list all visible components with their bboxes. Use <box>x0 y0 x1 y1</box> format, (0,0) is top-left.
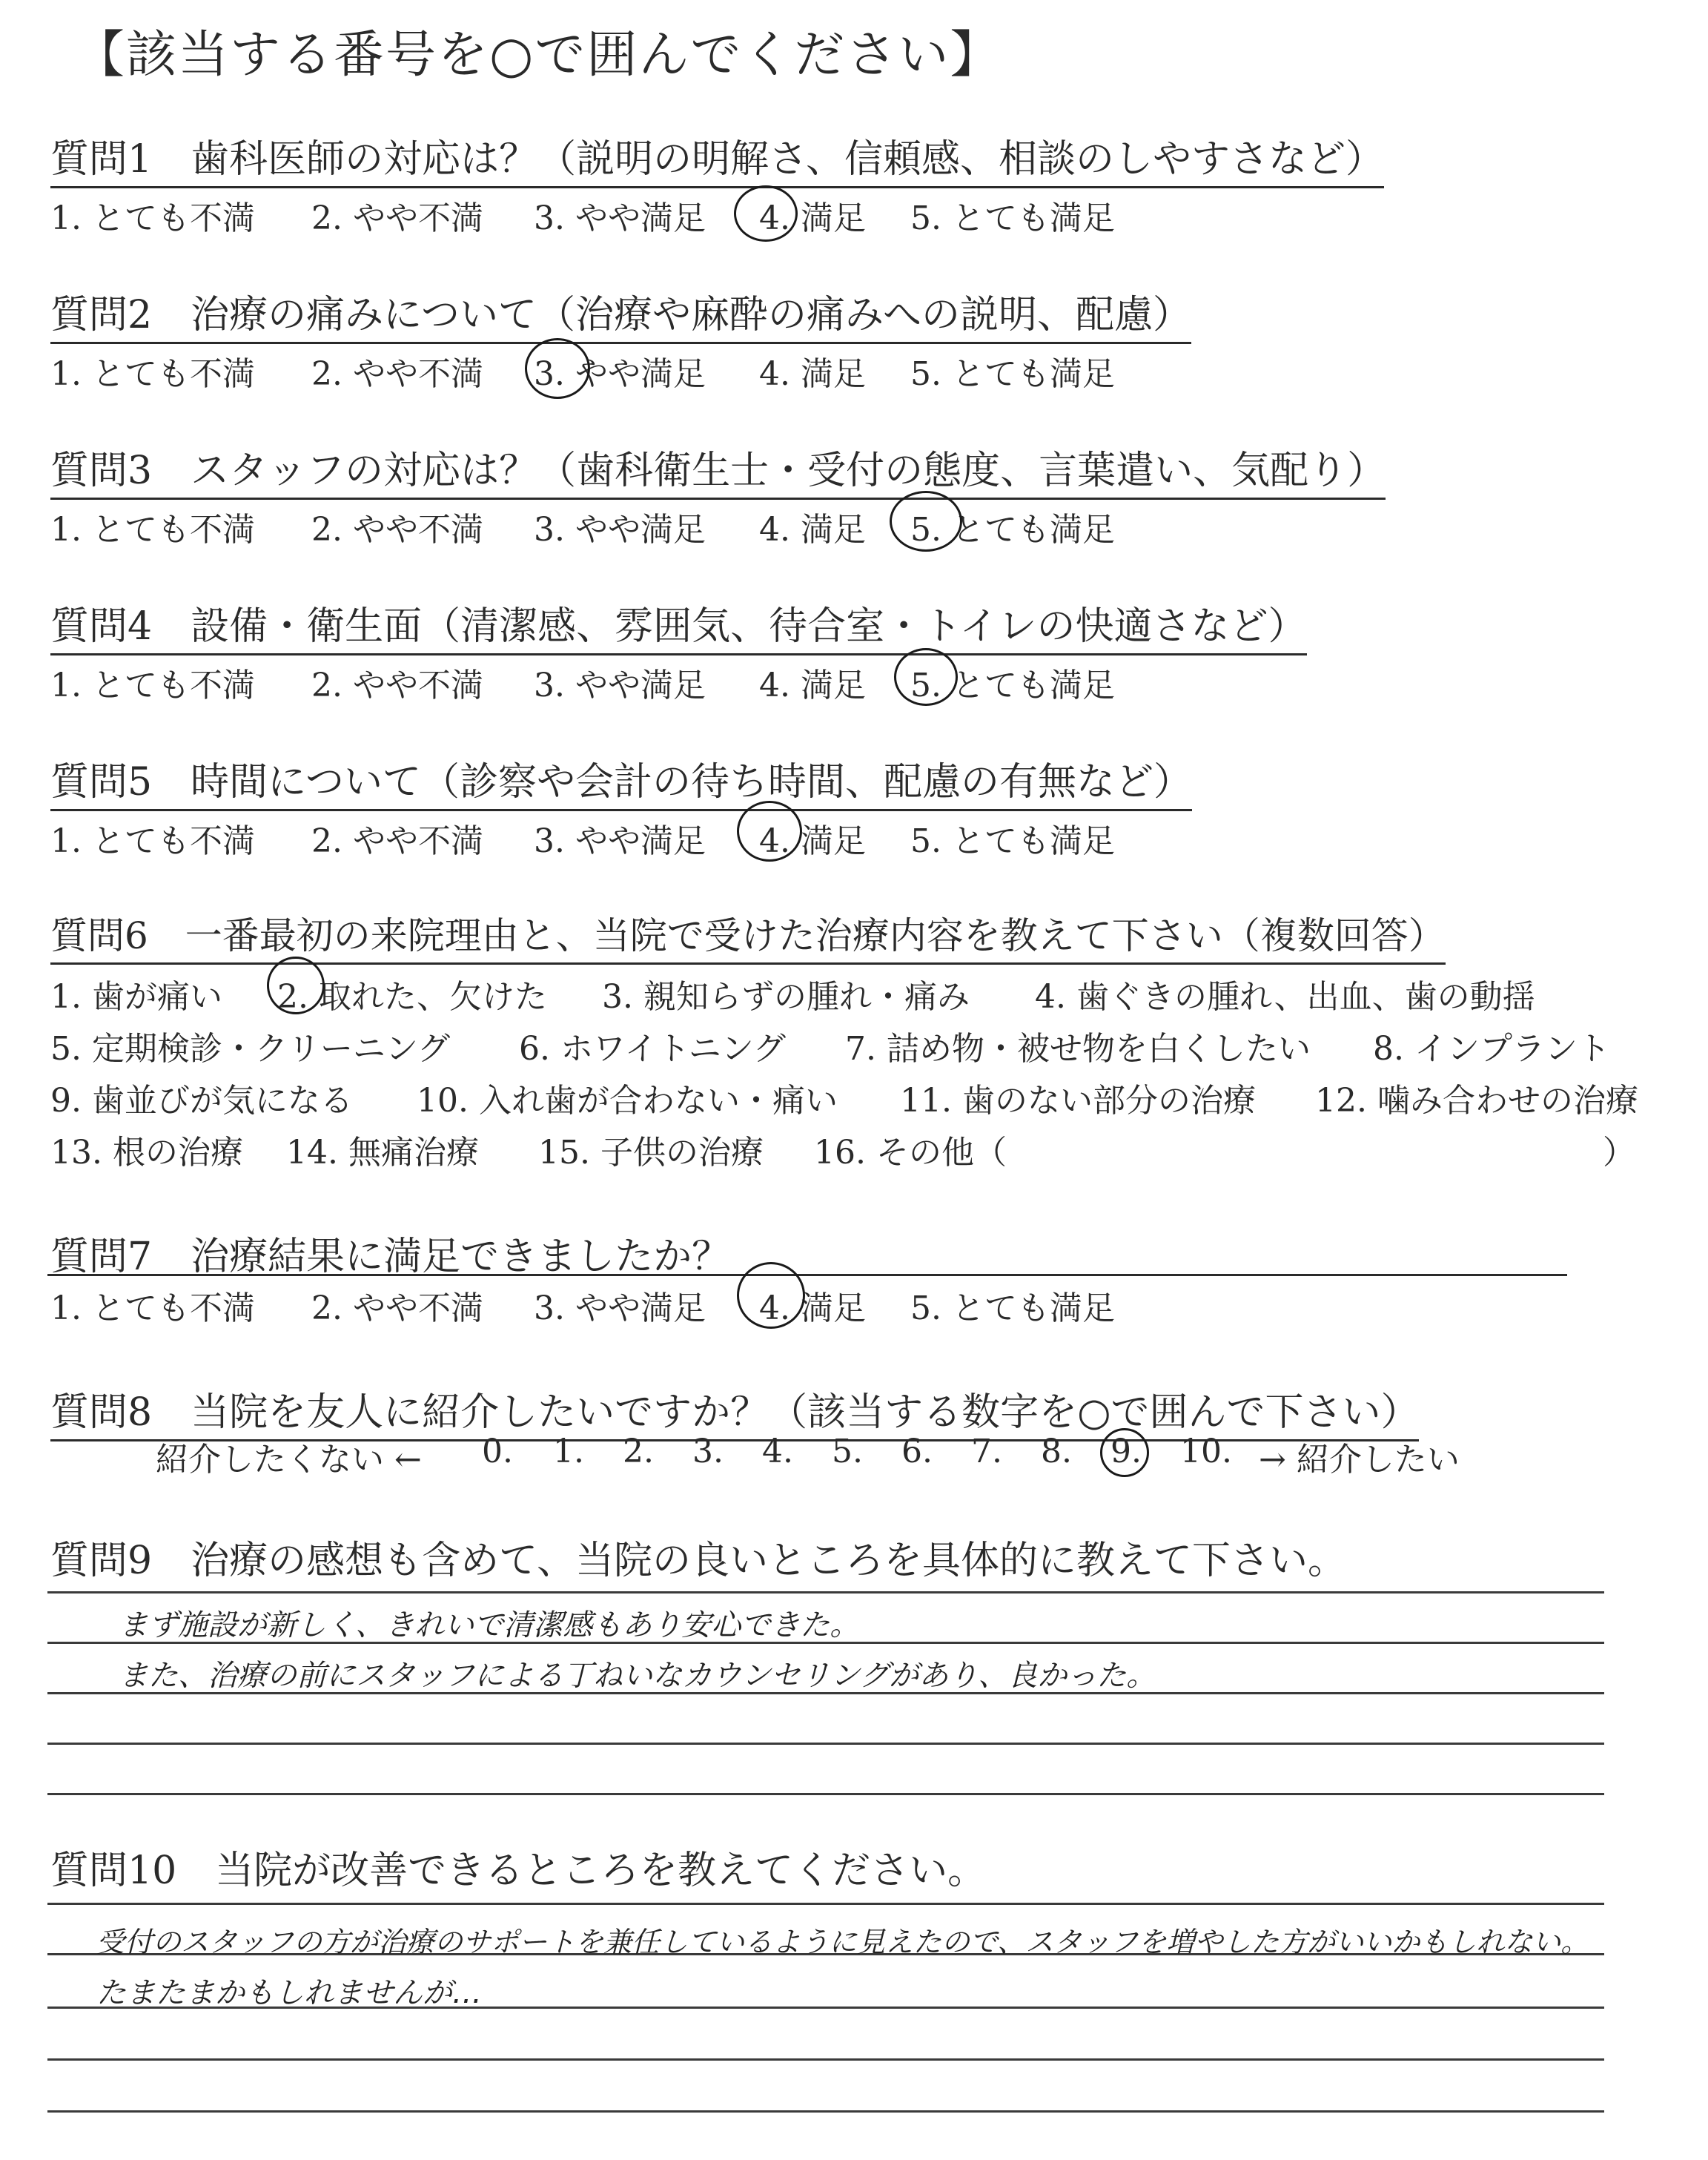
q6-option-1[interactable]: 1. 歯が痛い <box>50 978 222 1016</box>
q6-selection-circle <box>267 957 325 1014</box>
q2-option-4[interactable]: 4. 満足 <box>759 355 866 393</box>
q3-option-2[interactable]: 2. やや不満 <box>311 511 483 549</box>
q3-option-3[interactable]: 3. やや満足 <box>534 511 706 549</box>
question-2-label: 質問2 治療の痛みについて（治療や麻酔の痛みへの説明、配慮） <box>50 283 1191 344</box>
q3-selection-circle <box>890 491 962 552</box>
q6-option-7[interactable]: 7. 詰め物・被せ物を白くしたい <box>845 1030 1311 1068</box>
q8-scale-left-label: 紹介したくない ← <box>156 1441 422 1479</box>
q8-scale-4[interactable]: 4. <box>762 1433 793 1470</box>
q8-scale-1[interactable]: 1. <box>553 1433 584 1470</box>
q2-option-2[interactable]: 2. やや不満 <box>311 355 483 393</box>
q6-option-16[interactable]: 16. その他（ <box>814 1134 1007 1172</box>
q2-option-5[interactable]: 5. とても満足 <box>910 355 1115 393</box>
q8-scale-right-label: → 紹介したい <box>1259 1441 1460 1479</box>
question-6-label: 質問6 一番最初の来院理由と、当院で受けた治療内容を教えて下さい（複数回答） <box>50 906 1446 965</box>
q1-option-3[interactable]: 3. やや満足 <box>534 199 706 237</box>
q7-underline <box>47 1274 1567 1276</box>
q3-option-1[interactable]: 1. とても不満 <box>50 511 255 549</box>
q6-option-5[interactable]: 5. 定期検診・クリーニング <box>50 1030 451 1068</box>
q5-selection-circle <box>737 801 802 862</box>
q1-selection-circle <box>734 185 798 242</box>
q6-option-12[interactable]: 12. 噛み合わせの治療 <box>1315 1082 1638 1120</box>
q4-option-4[interactable]: 4. 満足 <box>759 667 866 704</box>
q9-answer-line-1: まず施設が新しく、きれいで清潔感もあり安心できた。 <box>119 1608 860 1642</box>
q6-option-4[interactable]: 4. 歯ぐきの腫れ、出血、歯の動揺 <box>1035 978 1535 1016</box>
q8-scale-10[interactable]: 10. <box>1180 1433 1232 1470</box>
q4-option-1[interactable]: 1. とても不満 <box>50 667 255 704</box>
q5-option-1[interactable]: 1. とても不満 <box>50 822 255 860</box>
q8-scale-5[interactable]: 5. <box>832 1433 863 1470</box>
q6-option-15[interactable]: 15. 子供の治療 <box>538 1134 764 1172</box>
q5-option-2[interactable]: 2. やや不満 <box>311 822 483 860</box>
q5-option-3[interactable]: 3. やや満足 <box>534 822 706 860</box>
q1-option-4[interactable]: 4. 満足 <box>759 199 866 237</box>
q7-option-2[interactable]: 2. やや不満 <box>311 1289 483 1327</box>
q10-answer-line-1: 受付のスタッフの方が治療のサポートを兼任しているように見えたので、スタッフを増やした方がいいかもしれない。 <box>96 1926 1589 1958</box>
q6-option-2[interactable]: 2. 取れた、欠けた <box>277 978 547 1016</box>
q9-answer-line-2: また、治療の前にスタッフによる丁ねいなカウンセリングがあり、良かった。 <box>119 1659 1156 1693</box>
q6-option-9[interactable]: 9. 歯並びが気になる <box>50 1082 353 1120</box>
q2-option-1[interactable]: 1. とても不満 <box>50 355 255 393</box>
q7-option-1[interactable]: 1. とても不満 <box>50 1289 255 1327</box>
q10-answer-rule <box>47 1903 1604 1905</box>
q6-option-8[interactable]: 8. インプラント <box>1373 1030 1610 1068</box>
q3-option-5[interactable]: 5. とても満足 <box>910 511 1115 549</box>
q2-selection-circle <box>525 338 590 399</box>
q7-option-5[interactable]: 5. とても満足 <box>910 1289 1115 1327</box>
question-9-label: 質問9 治療の感想も含めて、当院の良いところを具体的に教えて下さい。 <box>50 1539 1347 1583</box>
q4-selection-circle <box>894 648 958 706</box>
q8-scale-2[interactable]: 2. <box>623 1433 654 1470</box>
q4-option-2[interactable]: 2. やや不満 <box>311 667 483 704</box>
q9-answer-rule <box>47 1793 1604 1795</box>
q4-option-3[interactable]: 3. やや満足 <box>534 667 706 704</box>
q1-option-5[interactable]: 5. とても満足 <box>910 199 1115 237</box>
question-1-label: 質問1 歯科医師の対応は？（説明の明解さ、信頼感、相談のしやすさなど） <box>50 128 1384 188</box>
q8-scale-0[interactable]: 0. <box>482 1433 513 1470</box>
q10-answer-rule <box>47 2110 1604 2113</box>
q6-option-6[interactable]: 6. ホワイトニング <box>519 1030 787 1068</box>
q7-option-3[interactable]: 3. やや満足 <box>534 1289 706 1327</box>
question-4-label: 質問4 設備・衛生面（清潔感、雰囲気、待合室・トイレの快適さなど） <box>50 595 1307 655</box>
q10-answer-line-2: たまたまかもしれませんが… <box>96 1976 482 2010</box>
q6-option-10[interactable]: 10. 入れ歯が合わない・痛い <box>417 1082 838 1120</box>
q5-option-5[interactable]: 5. とても満足 <box>910 822 1115 860</box>
q1-option-1[interactable]: 1. とても不満 <box>50 199 255 237</box>
q2-option-3[interactable]: 3. やや満足 <box>534 355 706 393</box>
q7-option-4[interactable]: 4. 満足 <box>759 1289 866 1327</box>
q8-scale-6[interactable]: 6. <box>901 1433 933 1470</box>
q6-other-close-paren: ） <box>1603 1134 1635 1172</box>
q6-option-14[interactable]: 14. 無痛治療 <box>286 1134 479 1172</box>
q6-option-3[interactable]: 3. 親知らずの腫れ・痛み <box>602 978 970 1016</box>
q1-option-2[interactable]: 2. やや不満 <box>311 199 483 237</box>
q9-answer-rule <box>47 1591 1604 1593</box>
question-5-label: 質問5 時間について（診察や会計の待ち時間、配慮の有無など） <box>50 750 1192 811</box>
q9-answer-rule <box>47 1743 1604 1745</box>
question-3-label: 質問3 スタッフの対応は？（歯科衛生士・受付の態度、言葉遣い、気配り） <box>50 439 1386 500</box>
q8-scale-9[interactable]: 9. <box>1110 1433 1142 1470</box>
question-7-label: 質問7 治療結果に満足できましたか？ <box>50 1235 731 1279</box>
q8-scale-3[interactable]: 3. <box>692 1433 724 1470</box>
question-8-label: 質問8 当院を友人に紹介したいですか？（該当する数字を○で囲んで下さい） <box>50 1381 1419 1441</box>
q7-selection-circle <box>737 1262 805 1329</box>
q8-scale-7[interactable]: 7. <box>971 1433 1002 1470</box>
q8-scale <box>156 1433 1564 1477</box>
q5-option-4[interactable]: 4. 満足 <box>759 822 866 860</box>
q10-answer-rule <box>47 2058 1604 2061</box>
q6-option-11[interactable]: 11. 歯のない部分の治療 <box>900 1082 1256 1120</box>
q3-option-4[interactable]: 4. 満足 <box>759 511 866 549</box>
page-title: 【該当する番号を○で囲んでください】 <box>74 26 1002 85</box>
q4-option-5[interactable]: 5. とても満足 <box>910 667 1115 704</box>
q6-option-13[interactable]: 13. 根の治療 <box>50 1134 243 1172</box>
q8-scale-8[interactable]: 8. <box>1041 1433 1072 1470</box>
question-10-label: 質問10 当院が改善できるところを教えてください。 <box>50 1849 987 1893</box>
q8-selection-circle <box>1100 1428 1149 1477</box>
